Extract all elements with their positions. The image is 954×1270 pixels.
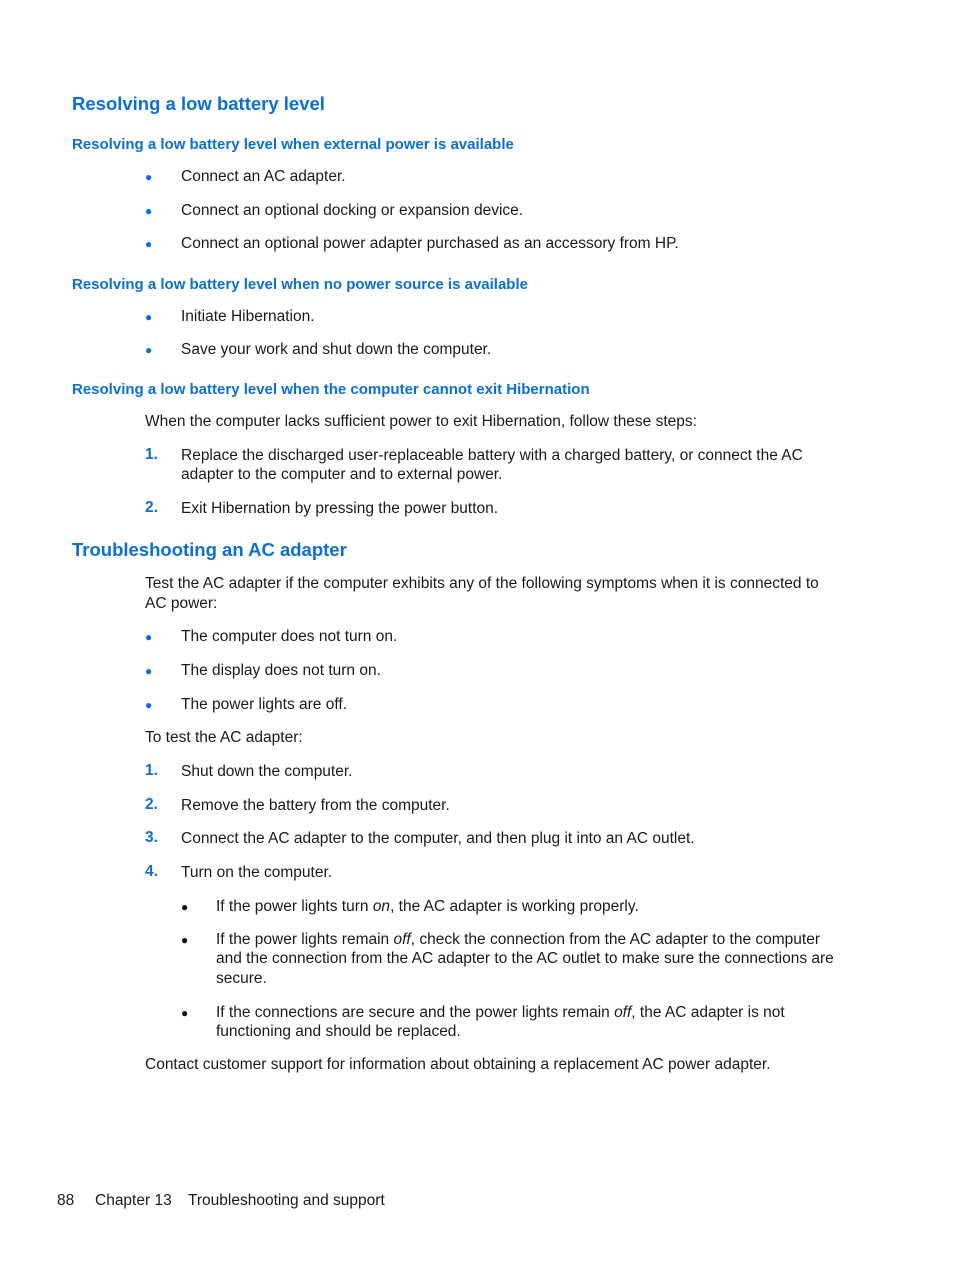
list-item: Connect an optional power adapter purchased as an accessory from HP.: [181, 235, 679, 252]
paragraph: Test the AC adapter if the computer exhibits any of the following symptoms when it is connected to: [145, 575, 819, 592]
paragraph: When the computer lacks sufficient power to exit Hibernation, follow these steps:: [145, 413, 697, 430]
list-item: The computer does not turn on.: [181, 628, 398, 645]
subsection-title-hibernation: Resolving a low battery level when the computer cannot exit Hibernation: [72, 381, 590, 398]
result-item: If the connections are secure and the power lights remain off, the AC adapter is not: [216, 1004, 785, 1021]
paragraph: AC power:: [145, 595, 218, 612]
step-text: Connect the AC adapter to the computer, and then plug it into an AC outlet.: [181, 830, 695, 847]
step-text: Replace the discharged user-replaceable battery with a charged battery, or connect the AC: [181, 447, 803, 464]
bullet-icon: ●: [145, 630, 153, 644]
paragraph: Contact customer support for information about obtaining a replacement AC power adapter.: [145, 1056, 771, 1073]
result-item-line: secure.: [216, 970, 267, 987]
step-number: 1.: [145, 762, 158, 779]
step-text: Remove the battery from the computer.: [181, 797, 450, 814]
section-title-ac-adapter: Troubleshooting an AC adapter: [72, 539, 347, 560]
step-number: 3.: [145, 829, 158, 846]
page-number: 88: [57, 1192, 75, 1209]
list-item: Connect an AC adapter.: [181, 168, 346, 185]
bullet-icon: ●: [145, 664, 153, 678]
subsection-title-external-power: Resolving a low battery level when external power is available: [72, 136, 514, 153]
bullet-icon: ●: [181, 1006, 189, 1020]
list-item: Initiate Hibernation.: [181, 308, 315, 325]
list-item: The power lights are off.: [181, 696, 347, 713]
result-item: If the power lights remain off, check the connection from the AC adapter to the computer: [216, 931, 820, 948]
step-text: adapter to the computer and to external power.: [181, 466, 503, 483]
step-text: Shut down the computer.: [181, 763, 353, 780]
step-number: 2.: [145, 796, 158, 813]
bullet-icon: ●: [145, 204, 153, 218]
bullet-icon: ●: [145, 698, 153, 712]
paragraph: To test the AC adapter:: [145, 729, 303, 746]
bullet-icon: ●: [145, 170, 153, 184]
bullet-icon: ●: [145, 310, 153, 324]
step-text: Turn on the computer.: [181, 864, 333, 881]
step-number: 4.: [145, 863, 158, 880]
bullet-icon: ●: [145, 343, 153, 357]
footer-chapter: Chapter 13: [95, 1192, 172, 1209]
step-number: 2.: [145, 499, 158, 516]
bullet-icon: ●: [181, 933, 189, 947]
result-item-line: and the connection from the AC adapter to the AC outlet to make sure the connections are: [216, 950, 834, 967]
section-title-low-battery: Resolving a low battery level: [72, 93, 325, 114]
bullet-icon: ●: [181, 900, 189, 914]
list-item: Connect an optional docking or expansion device.: [181, 202, 524, 219]
footer-chapter-title: Troubleshooting and support: [188, 1192, 385, 1209]
result-item: If the power lights turn on, the AC adapter is working properly.: [216, 898, 639, 915]
step-text: Exit Hibernation by pressing the power button.: [181, 500, 499, 517]
result-item-line: functioning and should be replaced.: [216, 1023, 461, 1040]
list-item: The display does not turn on.: [181, 662, 381, 679]
bullet-icon: ●: [145, 237, 153, 251]
subsection-title-no-power: Resolving a low battery level when no power source is available: [72, 276, 528, 293]
list-item: Save your work and shut down the computer.: [181, 341, 492, 358]
step-number: 1.: [145, 446, 158, 463]
